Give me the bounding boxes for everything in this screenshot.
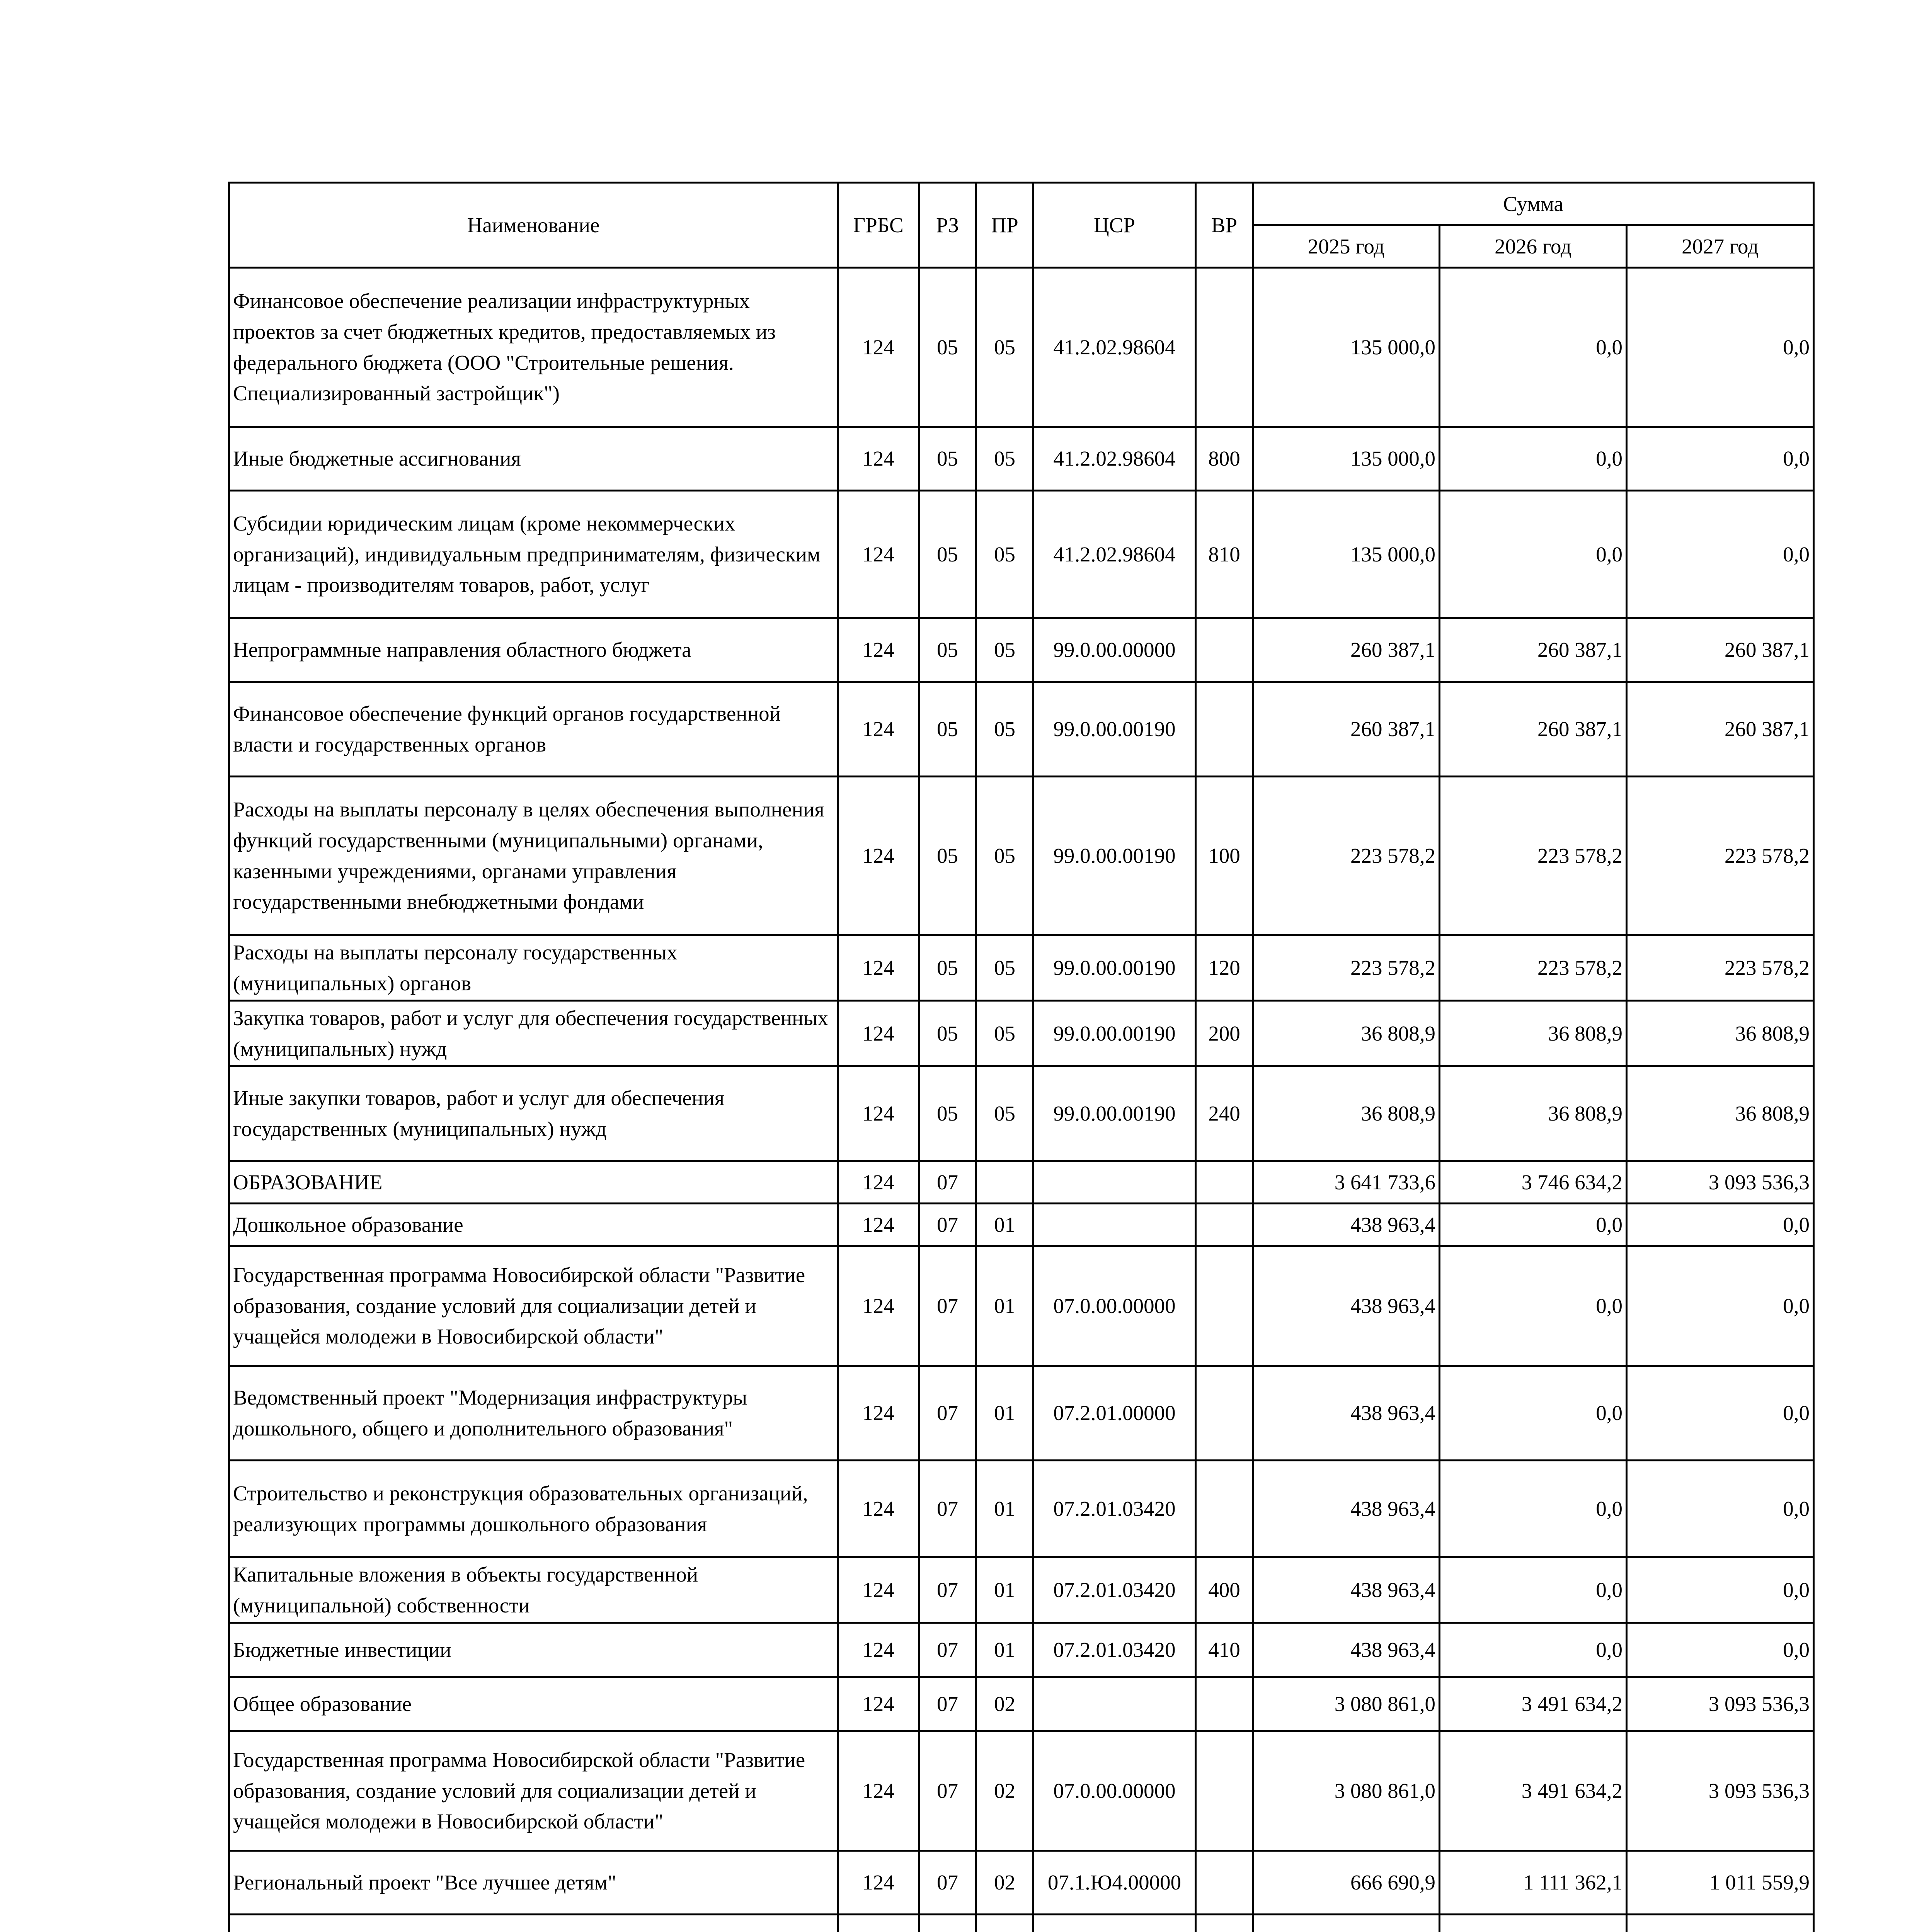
cell-name: Расходы на выплаты персоналу в целях обеспечения выполнения функций государственными (муниципальными) органами, казенными учреждениями, органами управления государственными внебюджетными фондами (229, 777, 838, 935)
cell-grbs: 124 (838, 1161, 919, 1204)
header-year-2027: 2027 год (1627, 225, 1814, 268)
table-row (229, 1851, 1814, 1915)
cell-y2027 (1627, 1915, 1814, 1932)
header-vr: ВР (1196, 183, 1253, 268)
cell-grbs: 124 (838, 1461, 919, 1557)
cell-vr (1196, 1461, 1253, 1557)
cell-pr: 01 (976, 1461, 1033, 1557)
cell-pr: 01 (976, 1246, 1033, 1366)
cell-csr: 99.0.00.00190 (1033, 777, 1196, 935)
cell-y2026: 1 111 362,1 (1440, 1851, 1627, 1915)
cell-grbs (838, 1915, 919, 1932)
cell-grbs: 124 (838, 1677, 919, 1731)
cell-pr: 05 (976, 268, 1033, 427)
table-row (229, 268, 1814, 427)
table-row (229, 1557, 1814, 1623)
cell-pr: 05 (976, 491, 1033, 618)
table-row (229, 1161, 1814, 1204)
table-body (229, 268, 1814, 1932)
cell-grbs: 124 (838, 427, 919, 491)
cell-vr: 410 (1196, 1623, 1253, 1677)
cell-y2026: 260 387,1 (1440, 618, 1627, 682)
cell-pr: 02 (976, 1677, 1033, 1731)
cell-pr (976, 1915, 1033, 1932)
cell-name: Иные закупки товаров, работ и услуг для обеспечения государственных (муниципальных) нужд (229, 1066, 838, 1161)
header-csr: ЦСР (1033, 183, 1196, 268)
cell-csr: 99.0.00.00190 (1033, 682, 1196, 777)
cell-csr (1033, 1677, 1196, 1731)
cell-y2026: 36 808,9 (1440, 1001, 1627, 1066)
cell-rz: 07 (919, 1623, 976, 1677)
table-row (229, 1204, 1814, 1246)
cell-y2025: 438 963,4 (1253, 1461, 1440, 1557)
cell-y2027: 0,0 (1627, 268, 1814, 427)
table-row (229, 427, 1814, 491)
cell-grbs: 124 (838, 491, 919, 618)
cell-rz: 07 (919, 1161, 976, 1204)
cell-y2025: 3 080 861,0 (1253, 1731, 1440, 1851)
cell-vr (1196, 618, 1253, 682)
cell-rz: 05 (919, 268, 976, 427)
cell-name: Финансовое обеспечение функций органов государственной власти и государственных органов (229, 682, 838, 777)
cell-pr: 05 (976, 618, 1033, 682)
cell-grbs: 124 (838, 1001, 919, 1066)
cell-csr: 07.1.Ю4.00000 (1033, 1851, 1196, 1915)
cell-y2025: 438 963,4 (1253, 1246, 1440, 1366)
cell-grbs: 124 (838, 268, 919, 427)
cell-y2026: 0,0 (1440, 1623, 1627, 1677)
cell-name: Расходы на выплаты персоналу государственных (муниципальных) органов (229, 935, 838, 1001)
cell-rz: 05 (919, 618, 976, 682)
cell-pr (976, 1161, 1033, 1204)
cell-pr: 05 (976, 1001, 1033, 1066)
cell-vr (1196, 1677, 1253, 1731)
cell-csr: 07.0.00.00000 (1033, 1731, 1196, 1851)
cell-rz: 05 (919, 777, 976, 935)
cell-name: Строительство и реконструкция образовательных организаций, реализующих программы дошкольного образования (229, 1461, 838, 1557)
cell-y2025: 36 808,9 (1253, 1001, 1440, 1066)
table-row (229, 777, 1814, 935)
cell-y2025 (1253, 1915, 1440, 1932)
cell-y2027: 3 093 536,3 (1627, 1731, 1814, 1851)
cell-y2025: 3 080 861,0 (1253, 1677, 1440, 1731)
cell-vr (1196, 1246, 1253, 1366)
cell-csr: 07.2.01.03420 (1033, 1461, 1196, 1557)
cell-name: Государственная программа Новосибирской области "Развитие образования, создание условий для социализации детей и учащейся молодежи в Новосибирской области" (229, 1246, 838, 1366)
cell-y2027: 3 093 536,3 (1627, 1677, 1814, 1731)
cell-y2027: 36 808,9 (1627, 1066, 1814, 1161)
cell-vr (1196, 1161, 1253, 1204)
table-row (229, 1677, 1814, 1731)
table-row (229, 1915, 1814, 1932)
cell-pr: 01 (976, 1204, 1033, 1246)
cell-y2027: 0,0 (1627, 427, 1814, 491)
cell-y2027: 1 011 559,9 (1627, 1851, 1814, 1915)
cell-vr (1196, 682, 1253, 777)
cell-rz: 05 (919, 1066, 976, 1161)
cell-grbs: 124 (838, 1204, 919, 1246)
cell-csr: 07.2.01.00000 (1033, 1366, 1196, 1461)
cell-y2026: 0,0 (1440, 268, 1627, 427)
cell-pr: 05 (976, 777, 1033, 935)
cell-rz: 07 (919, 1461, 976, 1557)
cell-y2026: 223 578,2 (1440, 777, 1627, 935)
cell-csr: 99.0.00.00000 (1033, 618, 1196, 682)
header-name: Наименование (229, 183, 838, 268)
cell-y2026: 3 746 634,2 (1440, 1161, 1627, 1204)
table-row (229, 1246, 1814, 1366)
cell-name: Региональный проект "Все лучшее детям" (229, 1851, 838, 1915)
cell-csr: 41.2.02.98604 (1033, 491, 1196, 618)
cell-name: Субсидии юридическим лицам (кроме некоммерческих организаций), индивидуальным предпринимателям, физическим лицам - производителям товаров, работ, услуг (229, 491, 838, 618)
cell-y2027: 223 578,2 (1627, 935, 1814, 1001)
header-pr: ПР (976, 183, 1033, 268)
cell-y2026 (1440, 1915, 1627, 1932)
cell-y2025: 438 963,4 (1253, 1204, 1440, 1246)
cell-vr (1196, 268, 1253, 427)
cell-y2026: 0,0 (1440, 427, 1627, 491)
cell-y2026: 0,0 (1440, 1461, 1627, 1557)
cell-y2025: 260 387,1 (1253, 682, 1440, 777)
cell-y2027: 0,0 (1627, 1557, 1814, 1623)
cell-name: Непрограммные направления областного бюджета (229, 618, 838, 682)
cell-grbs: 124 (838, 1366, 919, 1461)
cell-y2025: 36 808,9 (1253, 1066, 1440, 1161)
table-row (229, 1001, 1814, 1066)
cell-y2025: 135 000,0 (1253, 427, 1440, 491)
cell-y2027: 260 387,1 (1627, 682, 1814, 777)
cell-pr: 05 (976, 682, 1033, 777)
cell-pr: 02 (976, 1731, 1033, 1851)
cell-y2026: 36 808,9 (1440, 1066, 1627, 1161)
cell-vr: 200 (1196, 1001, 1253, 1066)
table-row (229, 1461, 1814, 1557)
cell-y2025: 438 963,4 (1253, 1623, 1440, 1677)
cell-rz: 07 (919, 1246, 976, 1366)
cell-y2027: 0,0 (1627, 1461, 1814, 1557)
cell-y2025: 135 000,0 (1253, 491, 1440, 618)
cell-y2027: 0,0 (1627, 1366, 1814, 1461)
cell-name: ОБРАЗОВАНИЕ (229, 1161, 838, 1204)
cell-grbs: 124 (838, 1066, 919, 1161)
cell-csr: 99.0.00.00190 (1033, 935, 1196, 1001)
cell-name: Закупка товаров, работ и услуг для обеспечения государственных (муниципальных) нужд (229, 1001, 838, 1066)
cell-name (229, 1915, 838, 1932)
cell-csr: 07.2.01.03420 (1033, 1623, 1196, 1677)
cell-rz: 07 (919, 1366, 976, 1461)
cell-name: Общее образование (229, 1677, 838, 1731)
cell-rz: 05 (919, 1001, 976, 1066)
table-row (229, 1066, 1814, 1161)
cell-vr: 100 (1196, 777, 1253, 935)
table-row (229, 618, 1814, 682)
cell-y2026: 0,0 (1440, 1246, 1627, 1366)
cell-csr: 99.0.00.00190 (1033, 1001, 1196, 1066)
budget-table (228, 182, 1815, 1932)
cell-y2025: 3 641 733,6 (1253, 1161, 1440, 1204)
cell-csr: 07.0.00.00000 (1033, 1246, 1196, 1366)
cell-y2026: 0,0 (1440, 491, 1627, 618)
cell-csr (1033, 1915, 1196, 1932)
cell-y2025: 223 578,2 (1253, 777, 1440, 935)
cell-csr: 41.2.02.98604 (1033, 268, 1196, 427)
cell-grbs: 124 (838, 1623, 919, 1677)
cell-y2025: 135 000,0 (1253, 268, 1440, 427)
header-rz: РЗ (919, 183, 976, 268)
cell-grbs: 124 (838, 935, 919, 1001)
header-year-2025: 2025 год (1253, 225, 1440, 268)
cell-y2027: 260 387,1 (1627, 618, 1814, 682)
cell-y2027: 0,0 (1627, 491, 1814, 618)
cell-vr (1196, 1851, 1253, 1915)
table-header (229, 183, 1814, 268)
cell-rz: 07 (919, 1731, 976, 1851)
cell-pr: 01 (976, 1366, 1033, 1461)
cell-rz: 05 (919, 935, 976, 1001)
cell-y2025: 666 690,9 (1253, 1851, 1440, 1915)
cell-grbs: 124 (838, 1731, 919, 1851)
cell-y2027: 0,0 (1627, 1623, 1814, 1677)
cell-pr: 02 (976, 1851, 1033, 1915)
cell-y2025: 438 963,4 (1253, 1366, 1440, 1461)
cell-name: Иные бюджетные ассигнования (229, 427, 838, 491)
cell-rz: 07 (919, 1557, 976, 1623)
header-grbs: ГРБС (838, 183, 919, 268)
cell-rz: 07 (919, 1677, 976, 1731)
table-row (229, 1731, 1814, 1851)
cell-name: Финансовое обеспечение реализации инфраструктурных проектов за счет бюджетных кредитов, предоставляемых из федерального бюджета (ООО "Строительные решения. Специализированный застройщик") (229, 268, 838, 427)
cell-name: Ведомственный проект "Модернизация инфраструктуры дошкольного, общего и дополнительного образования" (229, 1366, 838, 1461)
cell-rz: 05 (919, 427, 976, 491)
cell-y2025: 223 578,2 (1253, 935, 1440, 1001)
cell-csr: 41.2.02.98604 (1033, 427, 1196, 491)
cell-name: Капитальные вложения в объекты государственной (муниципальной) собственности (229, 1557, 838, 1623)
table-row (229, 1623, 1814, 1677)
cell-vr: 810 (1196, 491, 1253, 618)
table-row (229, 491, 1814, 618)
table-row (229, 682, 1814, 777)
cell-pr: 01 (976, 1557, 1033, 1623)
cell-rz: 07 (919, 1851, 976, 1915)
cell-csr: 07.2.01.03420 (1033, 1557, 1196, 1623)
cell-grbs: 124 (838, 682, 919, 777)
cell-rz: 05 (919, 491, 976, 618)
cell-y2027: 0,0 (1627, 1204, 1814, 1246)
cell-name: Бюджетные инвестиции (229, 1623, 838, 1677)
table-row (229, 935, 1814, 1001)
header-year-2026: 2026 год (1440, 225, 1627, 268)
cell-grbs: 124 (838, 777, 919, 935)
cell-y2025: 438 963,4 (1253, 1557, 1440, 1623)
cell-name: Государственная программа Новосибирской области "Развитие образования, создание условий для социализации детей и учащейся молодежи в Новосибирской области" (229, 1731, 838, 1851)
cell-grbs: 124 (838, 1851, 919, 1915)
cell-name: Дошкольное образование (229, 1204, 838, 1246)
cell-y2027: 36 808,9 (1627, 1001, 1814, 1066)
table-row (229, 1366, 1814, 1461)
cell-csr (1033, 1204, 1196, 1246)
cell-y2027: 0,0 (1627, 1246, 1814, 1366)
cell-csr: 99.0.00.00190 (1033, 1066, 1196, 1161)
cell-y2026: 223 578,2 (1440, 935, 1627, 1001)
cell-grbs: 124 (838, 618, 919, 682)
cell-grbs: 124 (838, 1557, 919, 1623)
cell-rz: 05 (919, 682, 976, 777)
cell-vr (1196, 1204, 1253, 1246)
cell-csr (1033, 1161, 1196, 1204)
cell-rz (919, 1915, 976, 1932)
cell-y2026: 3 491 634,2 (1440, 1677, 1627, 1731)
header-sum: Сумма (1253, 183, 1814, 225)
cell-vr: 400 (1196, 1557, 1253, 1623)
cell-grbs: 124 (838, 1246, 919, 1366)
cell-vr (1196, 1366, 1253, 1461)
cell-vr: 120 (1196, 935, 1253, 1001)
cell-y2025: 260 387,1 (1253, 618, 1440, 682)
cell-pr: 05 (976, 935, 1033, 1001)
cell-y2026: 0,0 (1440, 1557, 1627, 1623)
cell-y2026: 0,0 (1440, 1204, 1627, 1246)
cell-y2027: 3 093 536,3 (1627, 1161, 1814, 1204)
cell-vr: 800 (1196, 427, 1253, 491)
cell-rz: 07 (919, 1204, 976, 1246)
cell-y2026: 0,0 (1440, 1366, 1627, 1461)
cell-pr: 05 (976, 1066, 1033, 1161)
cell-pr: 01 (976, 1623, 1033, 1677)
cell-vr (1196, 1915, 1253, 1932)
cell-y2026: 260 387,1 (1440, 682, 1627, 777)
cell-y2026: 3 491 634,2 (1440, 1731, 1627, 1851)
cell-vr: 240 (1196, 1066, 1253, 1161)
cell-y2027: 223 578,2 (1627, 777, 1814, 935)
cell-pr: 05 (976, 427, 1033, 491)
cell-vr (1196, 1731, 1253, 1851)
